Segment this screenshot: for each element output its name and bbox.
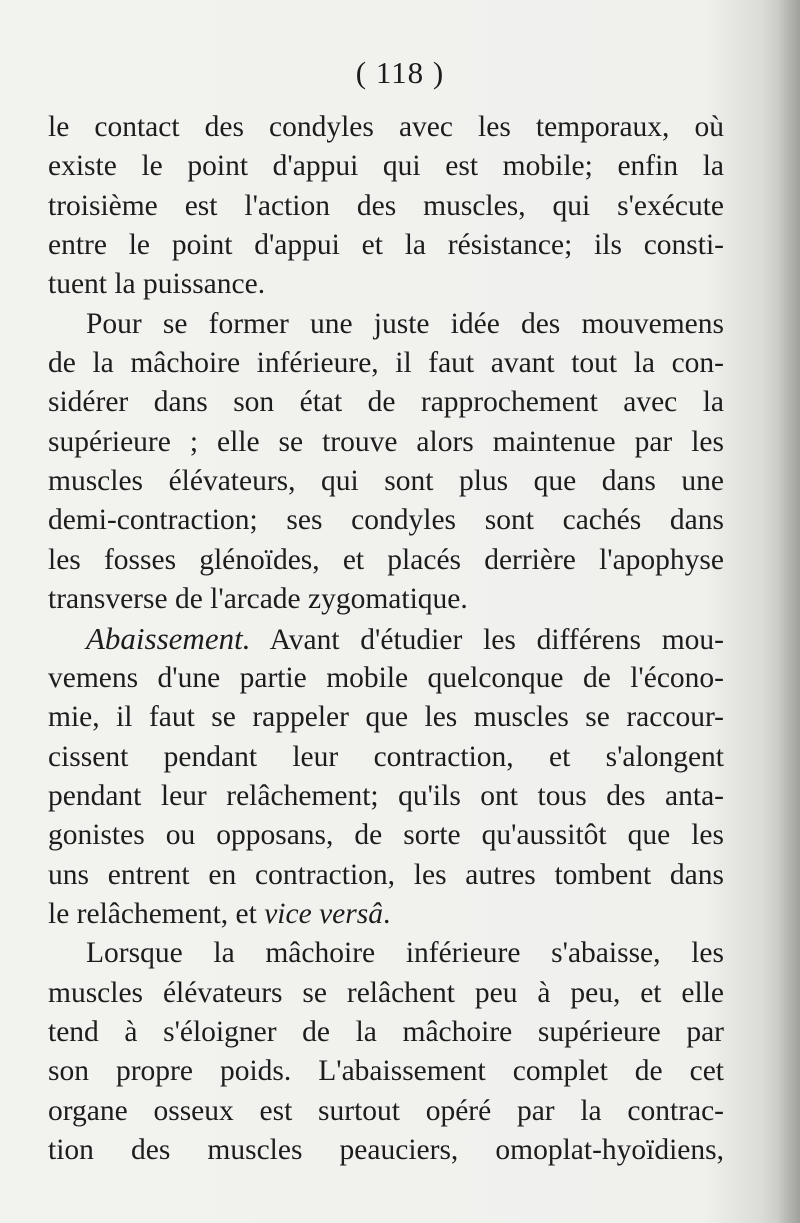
italic-phrase: vice versâ [264,897,383,930]
text-line: Pour se former une juste idée des mouvemens [86,307,724,340]
page-edge-shadow [778,0,800,1223]
text-line: son propre poids. L'abaissement complet de cet [48,1055,724,1088]
text-line: tion des muscles peauciers, omoplat-hyoïdiens, [48,1133,724,1166]
text-line: transverse de l'arcade zygomatique. [48,583,468,616]
text-line: muscles élévateurs, qui sont plus que dans une [48,465,724,498]
text-line: mie, il faut se rappeler que les muscles se raccour- [48,701,724,734]
text-line: supérieure ; elle se trouve alors maintenue par les [48,425,724,458]
text-line-with-italic [48,895,724,934]
text-line: de la mâchoire inférieure, il faut avant tout la con- [48,347,724,380]
text-line: tuent la puissance. [48,268,266,301]
body-text [48,108,724,1170]
text-run: . [382,897,391,930]
text-line: muscles élévateurs se relâchent peu à peu, et elle [48,976,724,1009]
text-line: demi-contraction; ses condyles sont cachés dans [48,504,724,537]
text-line: gonistes ou opposans, de sorte qu'aussitôt que les [48,819,724,852]
text-line: Lorsque la mâchoire inférieure s'abaisse, les [86,937,724,970]
text-line: tend à s'éloigner de la mâchoire supérieure par [48,1015,724,1048]
text-run: le relâchement, et [48,897,265,930]
text-line: entre le point d'appui et la résistance; ils consti- [48,229,724,262]
text-line: sidérer dans son état de rapprochement avec la [48,386,724,419]
text-run: Avant d'étudier les différens mou- [250,624,724,657]
text-line: existe le point d'appui qui est mobile; enfin la [48,150,724,183]
section-heading: Abaissement. [86,621,251,657]
text-line: pendant leur relâchement; qu'ils ont tous des anta- [48,779,724,812]
text-line: organe osseux est surtout opéré par la contrac- [48,1094,724,1127]
text-line-with-heading [48,619,724,658]
text-line: vemens d'une partie mobile quelconque de l'écono- [48,661,724,694]
text-line: troisième est l'action des muscles, qui s'exécute [48,189,724,222]
text-line: le contact des condyles avec les temporaux, où [48,111,724,143]
text-line: les fosses glénoïdes, et placés derrière l'apophyse [48,543,724,576]
page-number: ( 118 ) [355,55,445,90]
text-line: cissent pendant leur contraction, et s'alongent [48,740,724,773]
text-line: uns entrent en contraction, les autres tombent dans [48,858,724,891]
